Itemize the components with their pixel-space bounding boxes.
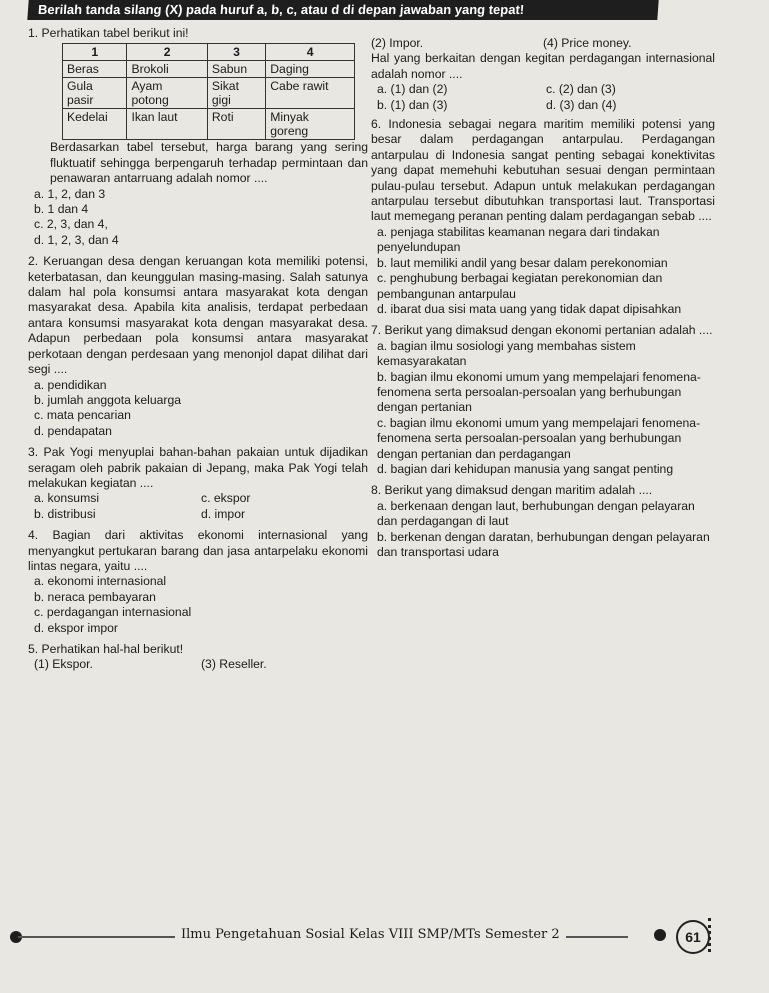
table-row: [63, 61, 355, 78]
q3-text: 3. Pak Yogi menyuplai bahan-bahan pakaian untuk dijadikan seragam oleh pabrik pakaian di Jepang, maka Pak Yogi telah melakukan kegiatan ....: [28, 445, 368, 490]
question-1: [28, 26, 368, 248]
table-header-cell: 4: [266, 44, 355, 61]
question-8: [371, 483, 715, 560]
table-cell: Kedelai: [63, 109, 127, 140]
q7-option-b[interactable]: b. bagian ilmu ekonomi umum yang mempelajari fenomena-fenomena serta persoalan-persoalan yang berhubungan dengan pertanian: [377, 369, 701, 415]
right-column: [371, 36, 715, 563]
question-5: [28, 642, 368, 673]
question-2: [28, 254, 368, 439]
question-6: [371, 117, 715, 317]
q3-option-b[interactable]: b. distribusi: [34, 506, 96, 521]
q3-option-d[interactable]: d. impor: [201, 506, 246, 521]
q5-question: Hal yang berkaitan dengan kegitan perdagangan internasional adalah nomor ....: [371, 51, 715, 81]
q6-option-c[interactable]: c. penghubung berbagai kegiatan perekonomian dan pembangunan antarpulau: [377, 271, 663, 301]
q1-option-c[interactable]: c. 2, 3, dan 4,: [34, 217, 108, 232]
q3-options-row-2: [28, 507, 368, 522]
q1-option-a[interactable]: a. 1, 2, dan 3: [34, 186, 106, 201]
table-cell: Beras: [63, 61, 127, 78]
table-row: [63, 78, 355, 109]
q5-option-a[interactable]: a. (1) dan (2): [377, 82, 448, 97]
q4-option-d[interactable]: d. ekspor impor: [34, 620, 118, 635]
table-header-cell: 1: [63, 44, 127, 61]
q3-options-row-1: [28, 491, 368, 506]
left-column: [28, 26, 368, 676]
table-cell: Sabun: [207, 61, 265, 78]
q2-option-c[interactable]: c. mata pencarian: [34, 408, 131, 423]
q5-text: 5. Perhatikan hal-hal berikut!: [28, 642, 184, 656]
q3-option-c[interactable]: c. ekspor: [201, 491, 251, 506]
q5-options-row-1: [371, 82, 715, 97]
question-4: [28, 528, 368, 636]
q1-table: [62, 43, 355, 140]
q5-item-3: (3) Reseller.: [201, 657, 267, 672]
q7-option-a[interactable]: a. bagian ilmu sosiologi yang membahas sistem kemasyarakatan: [377, 338, 636, 369]
q6-option-b[interactable]: b. laut memiliki andil yang besar dalam perekonomian: [377, 255, 668, 270]
table-cell: Daging: [266, 61, 355, 78]
q3-option-a[interactable]: a. konsumsi: [34, 491, 100, 506]
q4-text: 4. Bagian dari aktivitas ekonomi internasional yang menyangkut pertukaran barang dan jasa antarpelaku ekonomi lintas negara, yaitu ....: [28, 528, 368, 573]
page-number: 61: [676, 920, 710, 954]
page-ornament-icon: [708, 918, 721, 952]
q5-option-b[interactable]: b. (1) dan (3): [377, 97, 448, 112]
table-cell: Gula pasir: [63, 78, 127, 109]
q6-option-a[interactable]: a. penjaga stabilitas keamanan negara dari tindakan penyelundupan: [377, 224, 660, 255]
footer-book-title: Ilmu Pengetahuan Sosial Kelas VIII SMP/MTs Semester 2: [175, 927, 566, 942]
question-3: [28, 445, 368, 522]
footer-dot-icon: [654, 929, 666, 941]
q6-option-d[interactable]: d. ibarat dua sisi mata uang yang tidak dapat dipisahkan: [377, 301, 682, 316]
table-cell: Roti: [207, 109, 265, 140]
q8-text: 8. Berikut yang dimaksud dengan maritim adalah ....: [371, 483, 653, 498]
q2-option-d[interactable]: d. pendapatan: [34, 423, 112, 438]
table-header-cell: 3: [207, 44, 265, 61]
table-header-row: [63, 44, 355, 61]
question-7: [371, 323, 715, 477]
q1-stem: 1. Perhatikan tabel berikut ini!: [28, 26, 189, 40]
table-cell: Sikat gigi: [207, 78, 265, 109]
table-cell: Minyak goreng: [266, 109, 355, 140]
instruction-header: Berilah tanda silang (X) pada huruf a, b, c, atau d di depan jawaban yang tepat!: [27, 0, 658, 20]
q7-text: 7. Berikut yang dimaksud dengan ekonomi pertanian adalah ....: [371, 323, 713, 338]
q4-option-c[interactable]: c. perdagangan internasional: [34, 605, 192, 620]
q5-item-4: (4) Price money.: [543, 36, 632, 50]
table-cell: Brokoli: [127, 61, 207, 78]
table-row: [63, 109, 355, 140]
q1-option-b[interactable]: b. 1 dan 4: [34, 202, 89, 217]
q2-option-b[interactable]: b. jumlah anggota keluarga: [34, 392, 182, 407]
q5-items-row-1: [28, 657, 368, 672]
table-header-cell: 2: [127, 44, 207, 61]
q5-options-row-2: [371, 98, 715, 113]
q2-option-a[interactable]: a. pendidikan: [34, 377, 107, 392]
q5-item-2: (2) Impor.: [371, 36, 424, 50]
table-cell: Cabe rawit: [266, 78, 355, 109]
q7-option-c[interactable]: c. bagian ilmu ekonomi umum yang mempelajari fenomena-fenomena serta persoalan-persoalan yang berhubungan dengan pertanian dan perdagangan: [377, 415, 701, 461]
question-5-continued: [371, 36, 715, 113]
q8-option-a[interactable]: a. berkenaan dengan laut, berhubungan dengan pelayaran dan perdagangan di laut: [377, 498, 695, 529]
q4-option-a[interactable]: a. ekonomi internasional: [34, 574, 167, 589]
table-cell: Ayam potong: [127, 78, 207, 109]
q5-item-1: (1) Ekspor.: [34, 657, 93, 672]
q4-option-b[interactable]: b. neraca pembayaran: [34, 589, 156, 604]
q7-option-d[interactable]: d. bagian dari kehidupan manusia yang sangat penting: [377, 461, 674, 476]
q6-text: 6. Indonesia sebagai negara maritim memiliki potensi yang besar dalam perdagangan antarpulau. Perdagangan antarpulau di Indonesia sangat penting sebagai konektivitas yang dapat memehuhi kebutuhan sesuai dengan permintaan pulau-pulau tersebut. Adapun untuk melakukan perdagangan antarpulau tersebut dibutuhkan transportasi laut. Transportasi laut memegang peranan penting dalam perdagangan sebab ....: [371, 117, 715, 224]
q2-text: 2. Keruangan desa dengan keruangan kota memiliki potensi, keterbatasan, dan keunggulan masing-masing. Salah satunya dalam hal pola konsumsi antara masyarakat kota dengan masyarakat desa. Apabila kita analisis, terdapat perbedaan antara konsumsi masyarakat kota dengan masyarakat desa. Adapun perbedaan pola konsumsi antara masyarakat perkotaan dengan perdesaan yang menonjol dapat dilihat dari segi ....: [28, 254, 368, 377]
q5-option-d[interactable]: d. (3) dan (4): [546, 97, 617, 112]
q1-text: Berdasarkan tabel tersebut, harga barang yang sering fluktuatif sehingga berpengaruh terhadap permintaan dan penawaran antarruang adalah nomor ....: [50, 140, 368, 186]
table-cell: Ikan laut: [127, 109, 207, 140]
q5-option-c[interactable]: c. (2) dan (3): [546, 82, 616, 97]
q5-items-row-2: [371, 36, 715, 51]
q1-option-d[interactable]: d. 1, 2, 3, dan 4: [34, 232, 119, 247]
q8-option-b[interactable]: b. berkenan dengan daratan, berhubungan dengan pelayaran dan transportasi udara: [377, 529, 710, 559]
